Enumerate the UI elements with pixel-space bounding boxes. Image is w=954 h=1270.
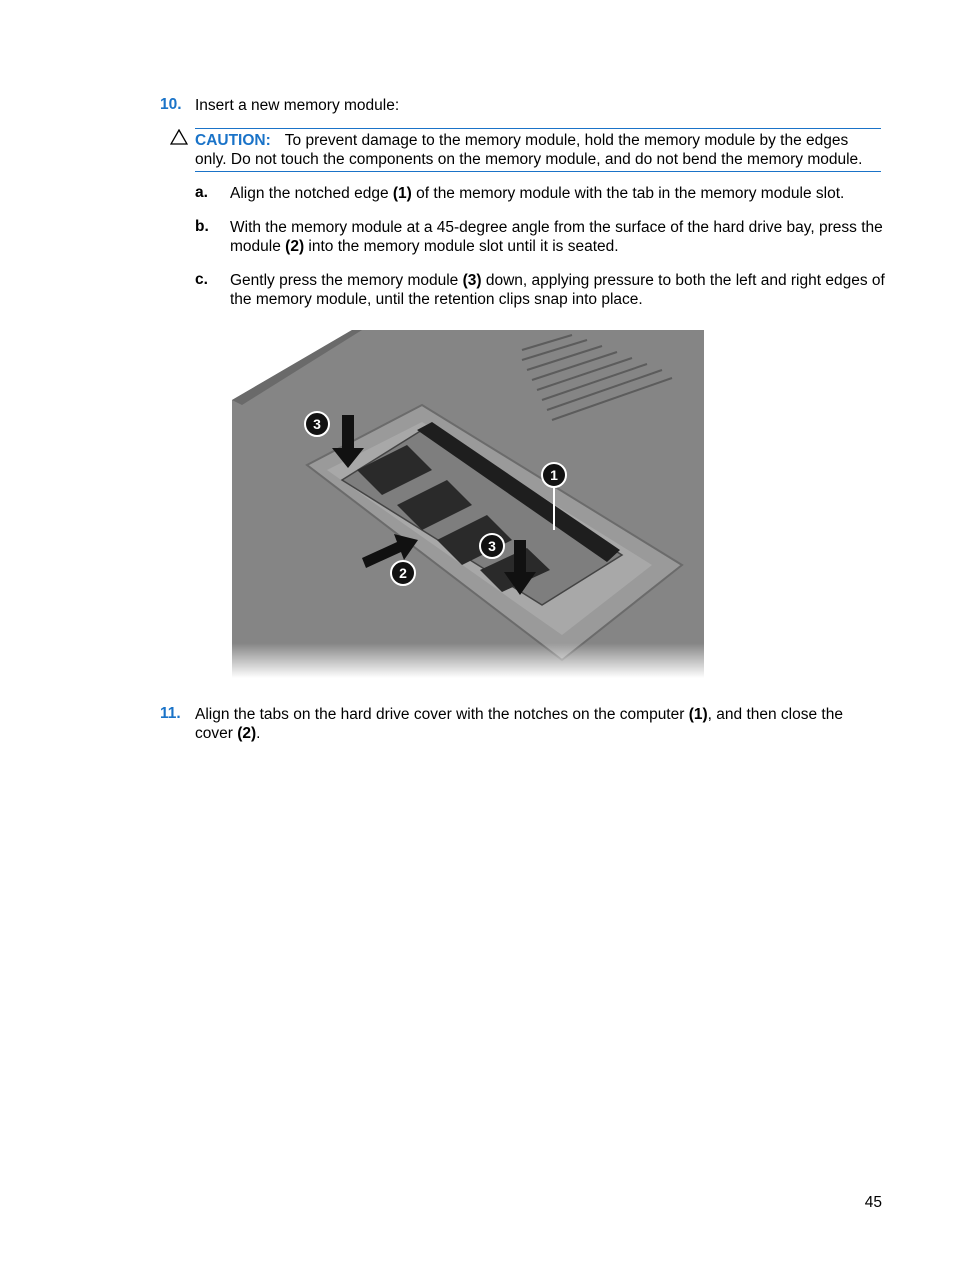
substep-letter: c. xyxy=(195,271,208,288)
step-number: 11. xyxy=(160,705,181,722)
page-number: 45 xyxy=(864,1194,882,1211)
step-number: 10. xyxy=(160,96,182,113)
step-text: Insert a new memory module: xyxy=(195,97,400,114)
step-text: Align the tabs on the hard drive cover with the notches on the computer (1), and then close the cover (2). xyxy=(195,706,843,742)
substep-text: Align the notched edge (1) of the memory module with the tab in the memory module slot. xyxy=(230,185,845,202)
substep-text: With the memory module at a 45-degree angle from the surface of the hard drive bay, press the module (2) into the memory module slot until it is seated. xyxy=(230,219,883,255)
substep-text: Gently press the memory module (3) down, applying pressure to both the left and right edges of the memory module, until the retention clips snap into place. xyxy=(230,272,885,308)
substep-letter: a. xyxy=(195,184,208,201)
caution-note xyxy=(195,128,881,172)
caution-text: To prevent damage to the memory module, hold the memory module by the edges only. Do not touch the components on the memory module, and do not bend the memory module. xyxy=(195,132,863,168)
caution-label: CAUTION: xyxy=(195,132,271,149)
caution-triangle-icon xyxy=(170,129,188,145)
memory-module-installation-photo xyxy=(232,330,704,678)
substep-letter: b. xyxy=(195,218,209,235)
